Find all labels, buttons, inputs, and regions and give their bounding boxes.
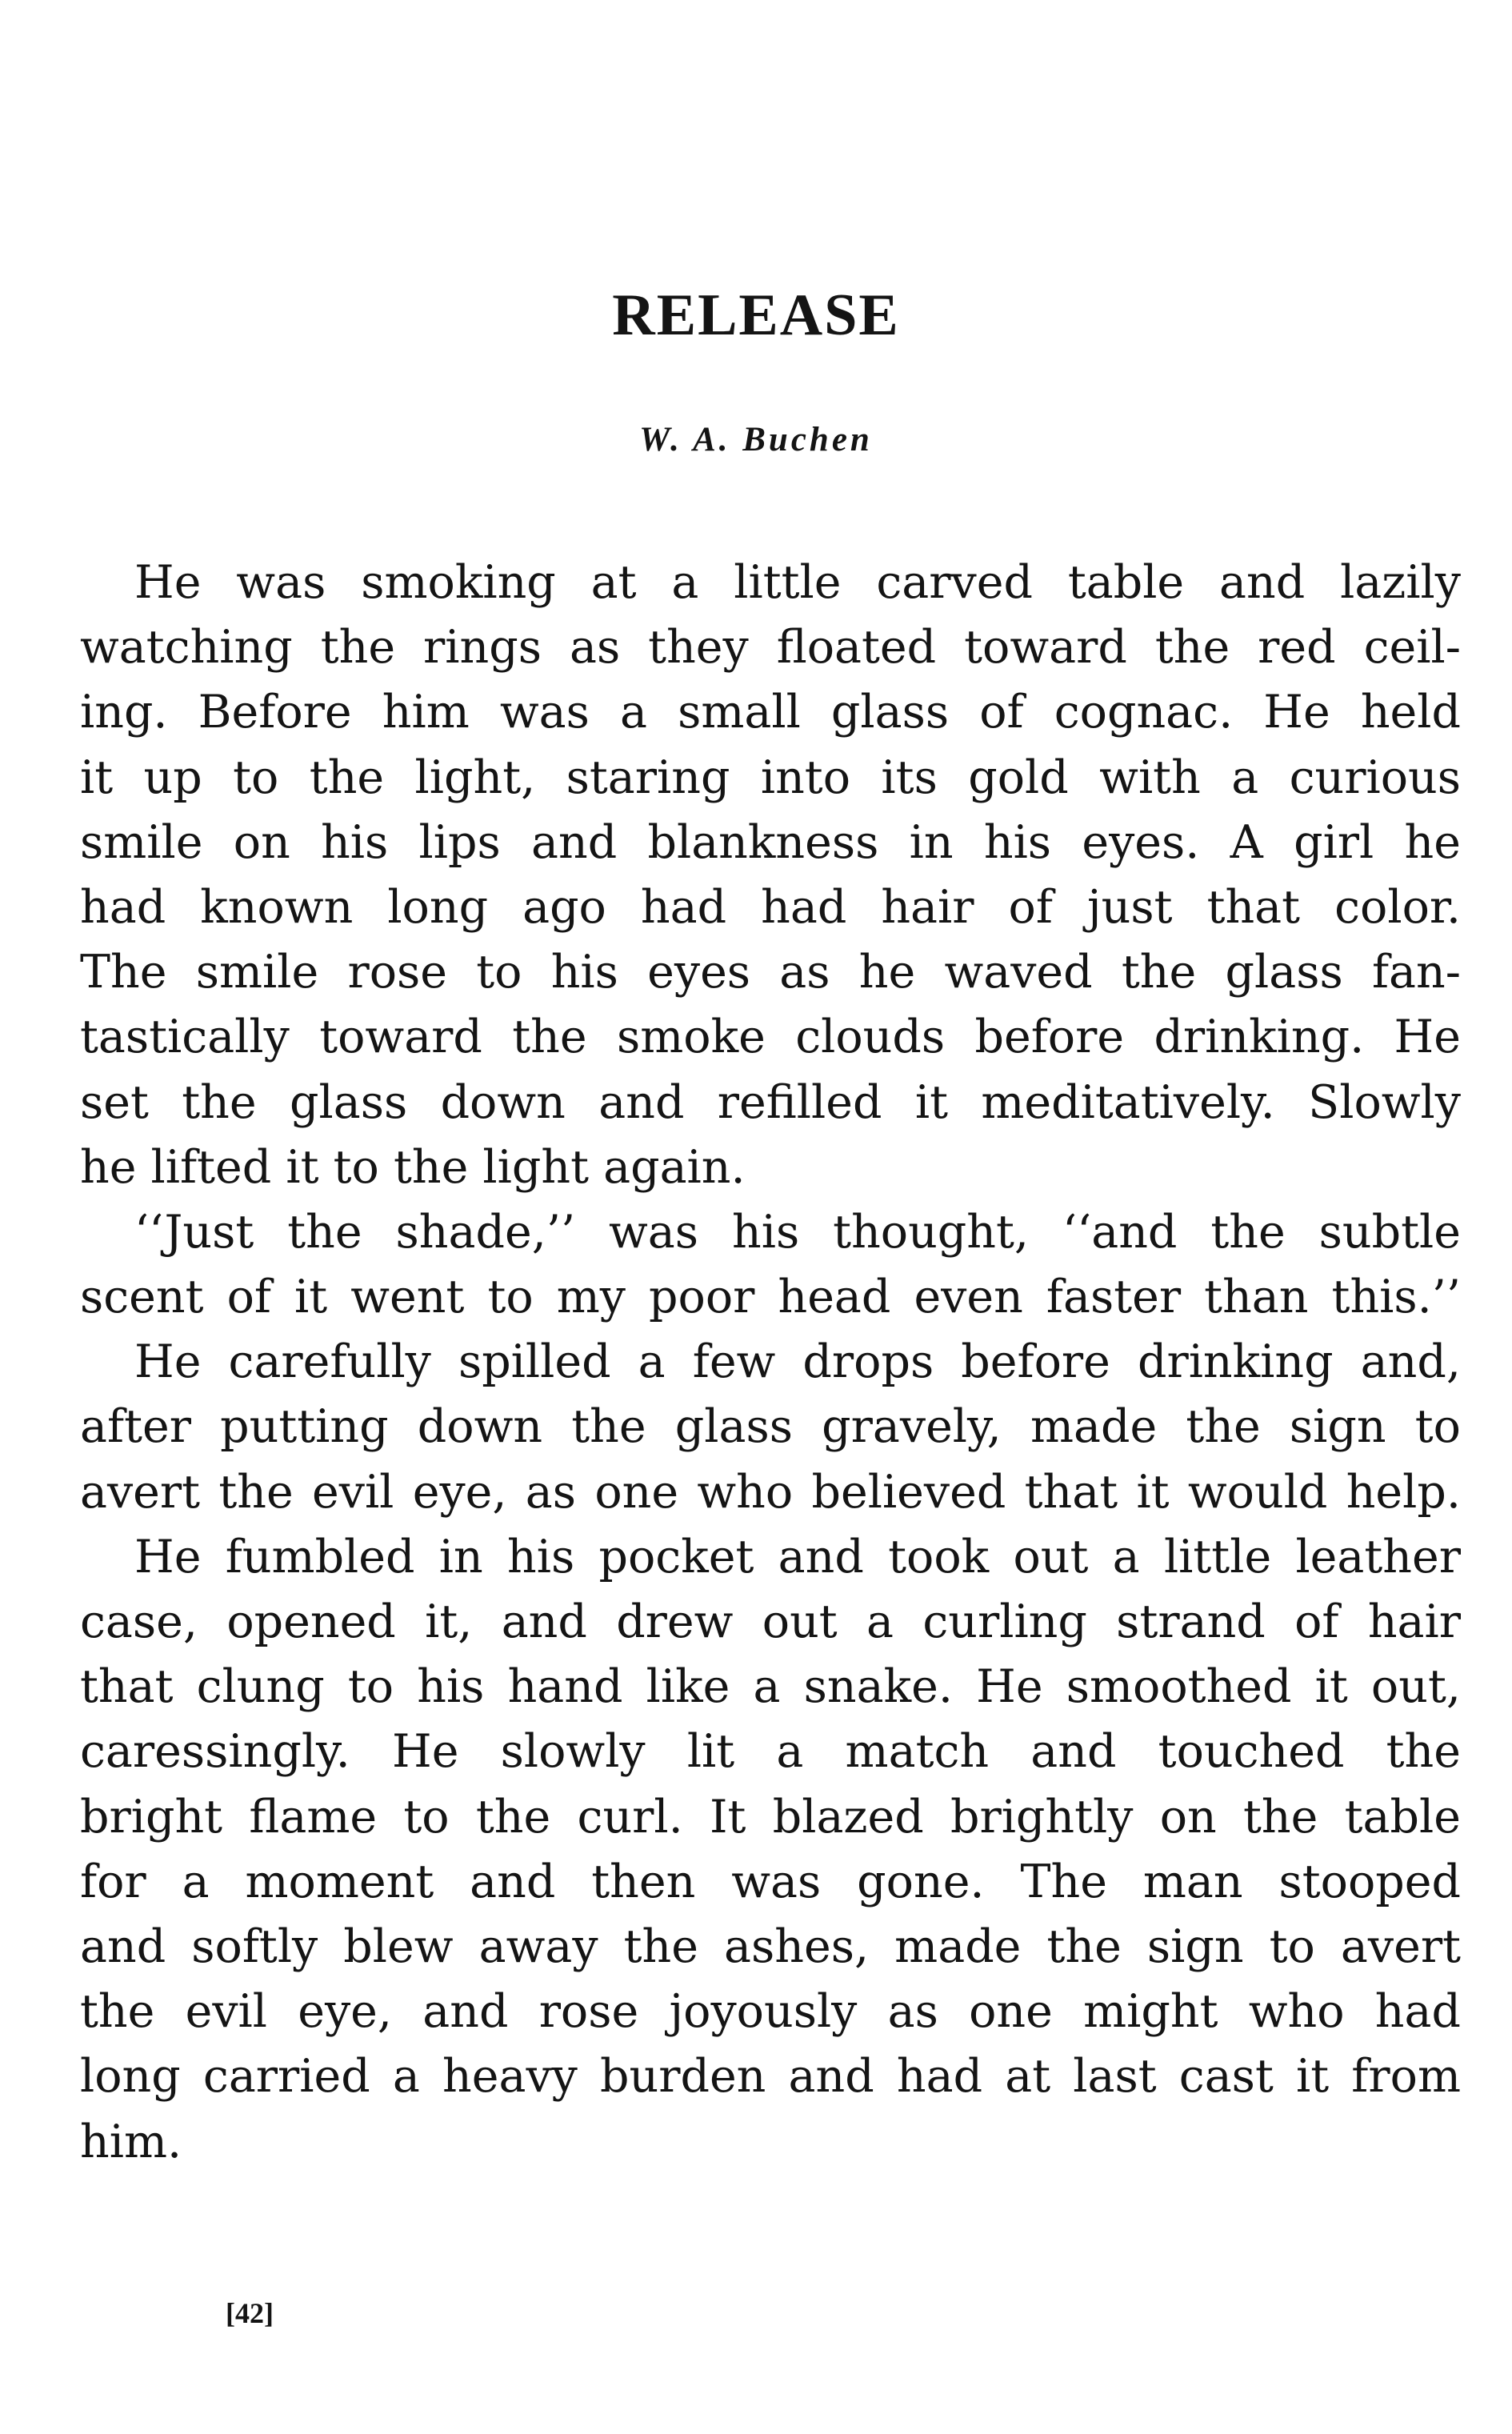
text-line: The smile rose to his eyes as he waved the glass fan-	[80, 946, 1461, 999]
story-title: RELEASE	[612, 282, 900, 348]
text-line: bright flame to the curl. It blazed brightly on the table	[80, 1790, 1461, 1844]
text-line: set the glass down and refilled it meditatively. Slowly	[80, 1075, 1461, 1129]
text-line: he lifted it to the light again.	[80, 1140, 746, 1194]
story-author: W. A. Buchen	[639, 421, 873, 458]
text-line: the evil eye, and rose joyously as one might who had	[80, 1985, 1461, 2039]
text-line: scent of it went to my poor head even faster than this.’’	[80, 1271, 1461, 1324]
text-line: ‘‘Just the shade,’’ was his thought, ‘‘and the subtle	[134, 1205, 1461, 1259]
text-line: him.	[80, 2115, 182, 2168]
text-line: He fumbled in his pocket and took out a little leather	[134, 1530, 1461, 1583]
text-line: smile on his lips and blankness in his eyes. A girl he	[80, 815, 1461, 869]
text-line: long carried a heavy burden and had at last cast it from	[80, 2050, 1461, 2104]
text-line: watching the rings as they floated toward the red ceil-	[80, 621, 1461, 675]
text-line: for a moment and then was gone. The man stooped	[80, 1855, 1461, 1908]
text-line: ing. Before him was a small glass of cognac. He held	[80, 686, 1461, 739]
text-line: and softly blew away the ashes, made the sign to avert	[80, 1920, 1461, 1973]
page-number: [42]	[226, 2297, 274, 2329]
text-line: that clung to his hand like a snake. He smoothed it out,	[80, 1660, 1461, 1714]
text-line: He carefully spilled a few drops before drinking and,	[134, 1335, 1461, 1389]
text-line: He was smoking at a little carved table and lazily	[134, 556, 1461, 609]
text-line: after putting down the glass gravely, made the sign to	[80, 1400, 1461, 1454]
text-line: it up to the light, staring into its gold with a curious	[80, 751, 1461, 804]
text-line: had known long ago had had hair of just that color.	[80, 880, 1461, 934]
story-body	[80, 550, 1461, 2175]
text-line: avert the evil eye, as one who believed that it would help.	[80, 1465, 1461, 1519]
text-line: tastically toward the smoke clouds before drinking. He	[80, 1011, 1461, 1064]
text-line: caressingly. He slowly lit a match and touched the	[80, 1725, 1461, 1779]
text-line: case, opened it, and drew out a curling strand of hair	[80, 1595, 1461, 1648]
